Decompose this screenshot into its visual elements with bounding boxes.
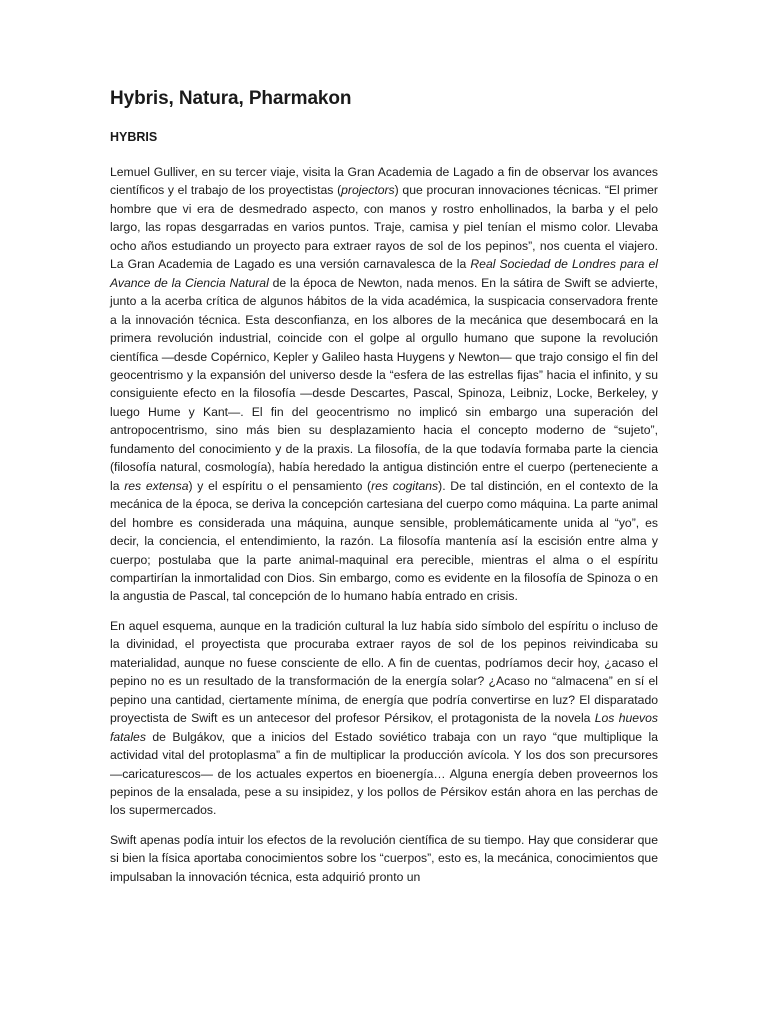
document-title: Hybris, Natura, Pharmakon <box>110 88 352 109</box>
italic-text: Los huevos fatales <box>110 711 658 744</box>
italic-text: Real Sociedad de Londres para el Avance de la Ciencia Natural <box>110 257 658 290</box>
section-heading: HYBRIS <box>110 130 158 144</box>
italic-text: projectors <box>341 183 395 198</box>
italic-text: res extensa <box>124 478 189 493</box>
text-run: ) que procuran innovaciones técnicas. “El primer hombre que vi era de desmedrado aspecto, con manos y rostro enhollinados, la barba y el pelo largo, las ropas desgarradas en varios puntos. Traje, camisa y piel tenían el mismo color. Llevaba ocho años estudiando un proyecto para extraer rayos de sol de los pepinos”, nos cuenta el viajero. La Gran Academia de Lagado es una versión carnavalesca de la <box>110 183 658 272</box>
text-run: ) y el espíritu o el pensamiento ( <box>188 478 372 493</box>
text-run: En aquel esquema, aunque en la tradición cultural la luz había sido símbolo del espíritu o incluso de la divinidad, el proyectista que procuraba extraer rayos de sol de los pepinos reivindicaba su materialidad, aunque no fuese consciente de ello. A fin de cuentas, podríamos decir hoy, ¿acaso el pepino no es un resultado de la transformación de la energía solar? ¿Acaso no “almacena” en sí el pepino una cantidad, ciertamente mínima, de energía que podría convertirse en luz? El disparatado proyectista de Swift es un antecesor del profesor Pérsikov, el protagonista de la novela <box>110 618 658 726</box>
paragraph <box>110 831 658 886</box>
paragraph <box>110 163 658 606</box>
text-run: de la época de Newton, nada menos. En la sátira de Swift se advierte, junto a la acerba crítica de algunos hábitos de la vida académica, la suspicacia conservadora frente a la innovación técnica. Esta desconfianza, en los albores de la mecánica que desembocará en la primera revolución industrial, coincide con el golpe al orgullo humano que supone la revolución científica —desde Copérnico, Kepler y Galileo hasta Huygens y Newton— que trajo consigo el fin del geocentrismo y la expansión del universo desde la “esfera de las estrellas fijas” hacia el infinito, y su consiguiente efecto en la filosofía —desde Descartes, Pascal, Spinoza, Leibniz, Locke, Berkeley, y luego Hume y Kant—. El fin del geocentrismo no implicó sin embargo una superación del antropocentrismo, sino más bien su desplazamiento hacia el concepto moderno de “sujeto”, fundamento del conocimiento y de la praxis. La filosofía, de la que todavía formaba parte la ciencia (filosofía natural, cosmología), había heredado la antigua distinción entre el cuerpo (perteneciente a la <box>110 275 659 493</box>
text-run: de Bulgákov, que a inicios del Estado soviético trabaja con un rayo “que multiplique la actividad vital del protoplasma” a fin de multiplicar la producción avícola. Y los dos son precursores —caricaturescos— de los actuales expertos en bioenergía… Alguna energía deben proveernos los pepinos de la ensalada, pese a su insipidez, y los pollos de Pérsikov están ahora en las perchas de los supermercados. <box>110 729 658 818</box>
document-page <box>110 86 658 886</box>
italic-text: res cogitans <box>371 478 439 493</box>
text-run: ). De tal distinción, en el contexto de la mecánica de la época, se deriva la concepción cartesiana del cuerpo como máquina. La parte animal del hombre es considerada una máquina, aunque sensible, problemáticamente unida al “yo”, es decir, la conciencia, el entendimiento, la razón. La filosofía mantenía así la escisión entre alma y cuerpo; postulaba que la parte animal-maquinal era perecible, mientras el alma o el espíritu compartirían la inmortalidad con Dios. Sin embargo, como es evidente en la filosofía de Spinoza o en la angustia de Pascal, tal concepción de lo humano había entrado en crisis. <box>110 478 658 604</box>
text-run: Swift apenas podía intuir los efectos de la revolución científica de su tiempo. Hay que considerar que si bien la física aportaba conocimientos sobre los “cuerpos”, esto es, la mecánica, conocimientos que impulsaban la innovación técnica, esta adquirió pronto un <box>110 832 658 884</box>
body-text <box>110 163 658 886</box>
text-run: Lemuel Gulliver, en su tercer viaje, visita la Gran Academia de Lagado a fin de observar los avances científicos y el trabajo de los proyectistas ( <box>110 165 658 198</box>
paragraph <box>110 617 658 820</box>
